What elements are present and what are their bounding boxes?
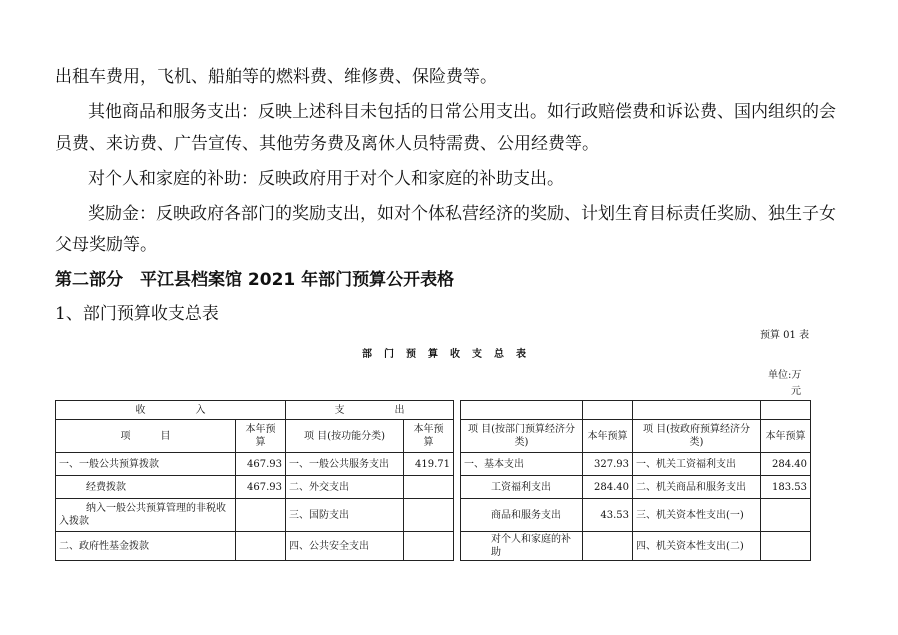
table-code: 预算 01 表 <box>760 330 810 341</box>
empty-header-cell <box>633 401 761 420</box>
gov-value: 284.40 <box>761 453 811 476</box>
unit-label: 单位:万 <box>768 370 802 381</box>
dept-item: 一、基本支出 <box>461 453 583 476</box>
budget-summary-table <box>55 400 811 561</box>
col-func-item-header: 项 目(按功能分类) <box>286 420 404 453</box>
func-value <box>404 476 454 499</box>
gov-item: 四、机关资本性支出(二) <box>633 532 761 561</box>
expense-header: 支 出 <box>286 401 454 420</box>
table-row <box>56 453 811 476</box>
dept-value: 284.40 <box>583 476 633 499</box>
table-gap <box>454 532 461 561</box>
income-value: 467.93 <box>236 453 286 476</box>
table-gap <box>454 499 461 532</box>
col-year-budget-header: 本年预 算 <box>236 420 286 453</box>
paragraph-bonus-2: 父母奖励等。 <box>55 235 157 255</box>
func-item: 四、公共安全支出 <box>286 532 404 561</box>
func-item: 二、外交支出 <box>286 476 404 499</box>
col-year-budget4-header: 本年预算 <box>761 420 811 453</box>
col-item-header: 项 目 <box>56 420 236 453</box>
col-dept-econ-header: 项 目(按部门预算经济分 类) <box>461 420 583 453</box>
func-value <box>404 532 454 561</box>
income-item: 纳入一般公共预算管理的非税收 入拨款 <box>56 499 236 532</box>
dept-item: 工资福利支出 <box>461 476 583 499</box>
income-item: 一、一般公共预算拨款 <box>56 453 236 476</box>
paragraph-other-goods-1: 其他商品和服务支出：反映上述科目未包括的日常公用支出。如行政赔偿费和诉讼费、国内组织的会 <box>88 102 836 122</box>
dept-item: 对个人和家庭的补助 <box>461 532 583 561</box>
gov-value <box>761 499 811 532</box>
subsection-title: 1、部门预算收支总表 <box>55 304 219 324</box>
func-item: 三、国防支出 <box>286 499 404 532</box>
paragraph-household-subsidy: 对个人和家庭的补助：反映政府用于对个人和家庭的补助支出。 <box>88 169 564 189</box>
dept-value: 43.53 <box>583 499 633 532</box>
income-item: 经费拨款 <box>56 476 236 499</box>
empty-header-cell <box>583 401 633 420</box>
table-row <box>56 532 811 561</box>
gov-item: 三、机关资本性支出(一) <box>633 499 761 532</box>
empty-header-cell <box>461 401 583 420</box>
gov-item: 二、机关商品和服务支出 <box>633 476 761 499</box>
income-value: 467.93 <box>236 476 286 499</box>
col-year-budget3-header: 本年预算 <box>583 420 633 453</box>
table-gap <box>454 476 461 499</box>
col-gov-econ-header: 项 目(按政府预算经济分 类) <box>633 420 761 453</box>
empty-header-cell <box>761 401 811 420</box>
table-row <box>56 499 811 532</box>
dept-value <box>583 532 633 561</box>
paragraph-other-goods-2: 员费、来访费、广告宣传、其他劳务费及离休人员特需费、公用经费等。 <box>55 134 599 154</box>
income-value <box>236 499 286 532</box>
table-row <box>56 476 811 499</box>
income-value <box>236 532 286 561</box>
income-item: 二、政府性基金拨款 <box>56 532 236 561</box>
section-heading: 第二部分 平江县档案馆 2021 年部门预算公开表格 <box>55 270 455 290</box>
dept-item: 商品和服务支出 <box>461 499 583 532</box>
gov-value <box>761 532 811 561</box>
paragraph-fuel: 出租车费用，飞机、船舶等的燃料费、维修费、保险费等。 <box>55 67 497 87</box>
gov-item: 一、机关工资福利支出 <box>633 453 761 476</box>
income-header: 收 入 <box>56 401 286 420</box>
func-value <box>404 499 454 532</box>
dept-value: 327.93 <box>583 453 633 476</box>
paragraph-bonus-1: 奖励金：反映政府各部门的奖励支出，如对个体私营经济的奖励、计划生育目标责任奖励、独生子女 <box>88 204 836 224</box>
table-title: 部门预算收支总表 <box>362 349 538 360</box>
table-gap <box>454 401 461 420</box>
col-year-budget2-header: 本年预 算 <box>404 420 454 453</box>
func-value: 419.71 <box>404 453 454 476</box>
table-gap <box>454 453 461 476</box>
func-item: 一、一般公共服务支出 <box>286 453 404 476</box>
table-gap <box>454 420 461 453</box>
gov-value: 183.53 <box>761 476 811 499</box>
unit-label-2: 元 <box>791 386 801 397</box>
